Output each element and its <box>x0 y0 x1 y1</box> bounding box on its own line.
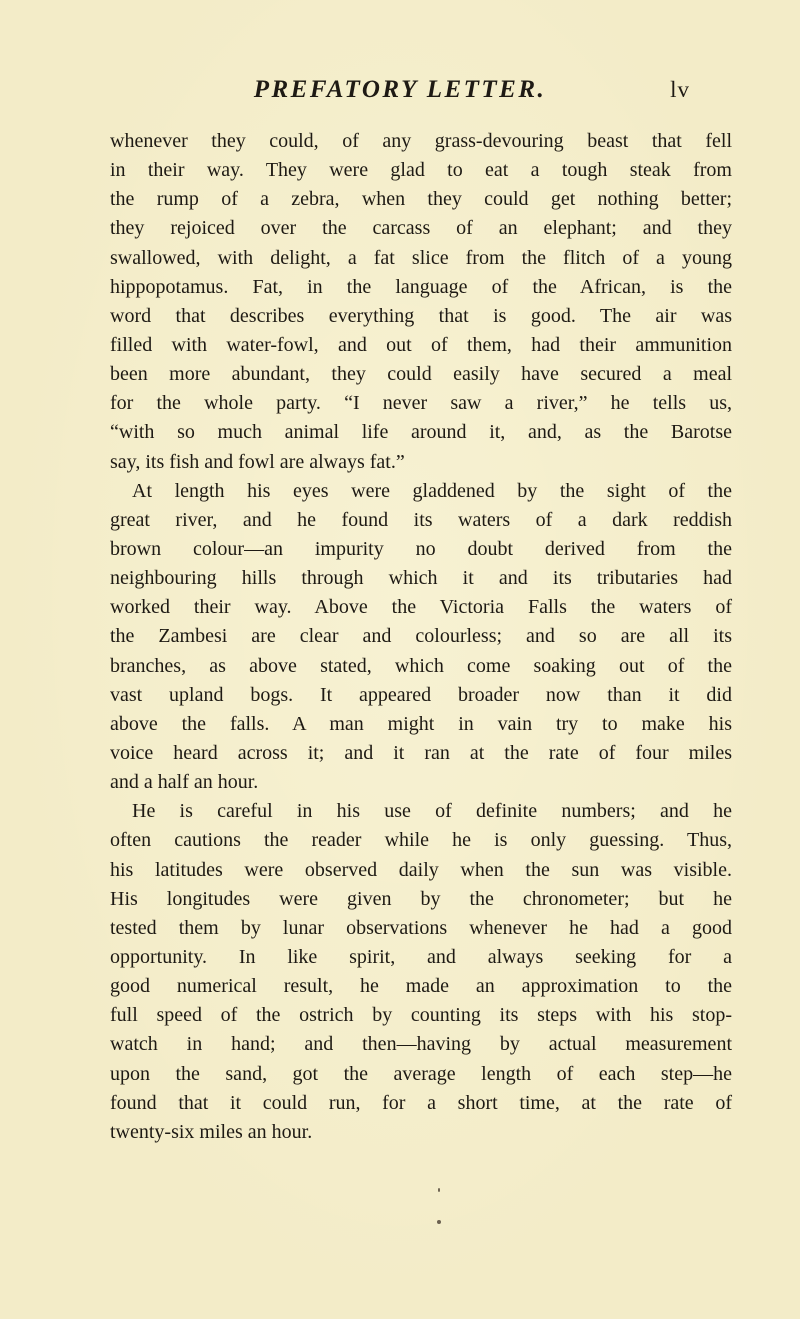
text-line: worked their way. Above the Victoria Falls the waters of <box>110 596 732 619</box>
paper-speck <box>438 1188 440 1192</box>
text-line: hippopotamus. Fat, in the language of the African, is the <box>110 275 732 298</box>
text-line: the Zambesi are clear and colourless; and so are all its <box>110 625 732 648</box>
text-line: great river, and he found its waters of a dark reddish <box>110 508 732 531</box>
text-line: they rejoiced over the carcass of an elephant; and they <box>110 217 732 240</box>
text-line: his latitudes were observed daily when the sun was visible. <box>110 858 732 881</box>
text-line: upon the sand, got the average length of each step—he <box>110 1062 732 1085</box>
text-line: watch in hand; and then—having by actual measurement <box>110 1033 732 1056</box>
page-number: lv <box>670 77 690 102</box>
running-head <box>0 76 800 110</box>
text-line: above the falls. A man might in vain try to make his <box>110 712 732 735</box>
text-line: for the whole party. “I never saw a river,” he tells us, <box>110 392 732 415</box>
text-line: the rump of a zebra, when they could get nothing better; <box>110 188 732 211</box>
text-line: branches, as above stated, which come soaking out of the <box>110 654 732 677</box>
paper-speck <box>437 1220 441 1224</box>
text-line: and a half an hour. <box>110 771 259 794</box>
text-line: often cautions the reader while he is only guessing. Thus, <box>110 829 732 852</box>
text-line: filled with water-fowl, and out of them, had their ammunition <box>110 333 732 356</box>
text-line: found that it could run, for a short time, at the rate of <box>110 1091 732 1114</box>
text-line: “with so much animal life around it, and, as the Barotse <box>110 421 732 444</box>
text-line: His longitudes were given by the chronometer; but he <box>110 887 732 910</box>
text-line: swallowed, with delight, a fat slice from the flitch of a young <box>110 246 732 269</box>
text-line: full speed of the ostrich by counting its steps with his stop- <box>110 1004 732 1027</box>
text-line: tested them by lunar observations whenever he had a good <box>110 916 732 939</box>
text-line: twenty-six miles an hour. <box>110 1120 313 1143</box>
text-line: whenever they could, of any grass-devouring beast that fell <box>110 130 732 152</box>
text-line: been more abundant, they could easily have secured a meal <box>110 363 732 386</box>
text-line: voice heard across it; and it ran at the rate of four miles <box>110 741 732 764</box>
text-line: in their way. They were glad to eat a tough steak from <box>110 159 732 182</box>
text-line: good numerical result, he made an approximation to the <box>110 975 732 998</box>
text-line: At length his eyes were gladdened by the sight of the <box>132 479 732 502</box>
body-text <box>110 127 732 1147</box>
running-title: PREFATORY LETTER. <box>253 76 547 103</box>
text-line: brown colour—an impurity no doubt derived from the <box>110 537 732 560</box>
text-line: say, its fish and fowl are always fat.” <box>110 450 405 473</box>
text-line: word that describes everything that is good. The air was <box>110 304 732 327</box>
text-line: vast upland bogs. It appeared broader now than it did <box>110 683 732 706</box>
text-line: He is careful in his use of definite numbers; and he <box>132 800 732 823</box>
text-line: opportunity. In like spirit, and always seeking for a <box>110 945 732 968</box>
text-line: neighbouring hills through which it and its tributaries had <box>110 567 732 590</box>
